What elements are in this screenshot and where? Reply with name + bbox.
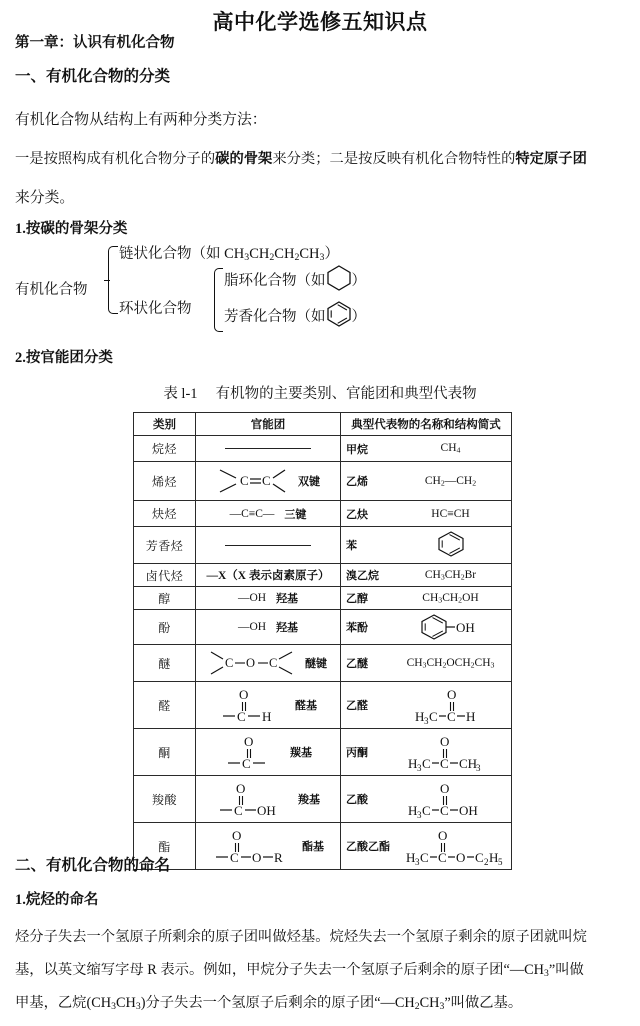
phenol-ring-icon: [421, 621, 481, 633]
body-line-2-a: 基，以英文缩写字母 R 表示。例如，甲烷分子失去一个氢原子后剩余的原子团“—CH: [15, 962, 544, 978]
tree-node-alicyclic-end: ）: [351, 273, 366, 289]
rep-name: 甲烷: [346, 443, 368, 456]
intro-line-1: 有机化合物从结构上有两种分类方法：: [15, 112, 267, 128]
rep-structure-phenol: [390, 613, 511, 641]
chapter-heading: 第一章：认识有机化合物: [15, 35, 175, 51]
table-row: [134, 729, 512, 776]
cell-representative: [341, 823, 512, 870]
single-bond-line-icon: [225, 545, 311, 546]
hydroxyl-formula: —OH: [237, 621, 267, 633]
cell-category: 醛: [134, 682, 196, 729]
triple-bond-structure-icon: —C≡C—: [229, 507, 275, 520]
cell-functional-group: [196, 462, 341, 501]
chain-sub-2: 2: [269, 252, 275, 264]
cell-representative: [341, 564, 512, 587]
svg-text:C: C: [269, 656, 278, 670]
svg-text:C: C: [475, 850, 484, 865]
intro-line-2-emph-2: 特定原子团: [515, 151, 587, 167]
fg-label: 三键: [284, 508, 307, 521]
intro-line-2-part-a: 一是按照构成有机化合物分子的: [15, 151, 216, 167]
svg-text:C: C: [421, 756, 431, 771]
benzene-ring-icon: [436, 530, 466, 560]
chain-end: ）: [324, 246, 339, 262]
table-header-row: [134, 413, 512, 436]
rep-structure-acetic-acid: [390, 779, 511, 819]
body-line-3-a: 甲基，乙烷(CH: [15, 995, 112, 1011]
chain-mid-3: CH: [299, 246, 320, 262]
intro-line-2: [15, 152, 630, 166]
svg-text:3: 3: [416, 810, 421, 819]
svg-text:3: 3: [475, 763, 480, 772]
svg-text:C: C: [428, 709, 438, 724]
svg-text:H: H: [407, 756, 417, 771]
body-line-3-sub-3: 2: [414, 1001, 420, 1013]
rep-structure-benzene: [390, 530, 511, 560]
table-row: [134, 564, 512, 587]
rep-structure-diethyl-ether: $CH_3CH_2OCH_2CH_3$: [406, 656, 495, 670]
rep-name: 乙醛: [346, 700, 368, 712]
cell-representative: [341, 501, 512, 527]
intro-line-2-part-c: 来分类；二是按反映有机化合物特性的: [272, 151, 516, 167]
cell-category: 酯: [134, 823, 196, 870]
ether-structure-icon: [209, 648, 295, 678]
cell-functional-group: [196, 527, 341, 564]
body-line-1: 烃分子失去一个氢原子所剩余的原子团叫做烃基。烷烃失去一个氢原子剩余的原子团就叫烷: [15, 929, 587, 945]
svg-text:O: O: [438, 828, 448, 843]
svg-text:O: O: [439, 734, 449, 749]
svg-text:C: C: [421, 803, 431, 818]
svg-text:OH: OH: [458, 803, 478, 818]
cell-functional-group: [196, 645, 341, 682]
fg-label: 羰基: [290, 747, 312, 759]
rep-structure-ethyne: HC≡CH: [431, 507, 470, 520]
tree-node-alicyclic-label: 脂环化合物（如: [224, 273, 326, 289]
svg-text:O: O: [252, 850, 262, 865]
svg-text:H: H: [262, 709, 272, 724]
rep-structure-acetaldehyde: [390, 685, 511, 725]
table-row: [134, 587, 512, 610]
cell-functional-group: [196, 501, 341, 527]
svg-text:H: H: [406, 850, 416, 865]
body-line-2-sub: 3: [543, 968, 549, 980]
cyclohexane-icon: [326, 264, 352, 292]
svg-text:H: H: [407, 803, 417, 818]
svg-text:C: C: [225, 656, 234, 670]
rep-structure-bromoethane: $CH_3CH_2Br$: [424, 568, 477, 582]
rep-name: 乙烯: [346, 476, 368, 488]
ketone-structure-icon: [224, 732, 280, 772]
cell-representative: [341, 682, 512, 729]
organic-compounds-table: [133, 412, 512, 870]
cell-category: 烯烃: [134, 462, 196, 501]
aldehyde-structure-icon: [219, 685, 285, 725]
chain-mid-1: CH: [249, 246, 270, 262]
svg-text:H: H: [414, 709, 424, 724]
rep-structure-ethene: $CH_2—CH_2$: [424, 474, 477, 488]
svg-text:C: C: [446, 709, 456, 724]
halogen-formula: —X（X 表示卤素原子）: [206, 570, 330, 582]
tree-node-aromatic-end: ）: [351, 309, 366, 325]
table-caption-number: 表 l-1: [163, 386, 198, 402]
fg-label: 双键: [298, 476, 320, 488]
svg-text:O: O: [232, 828, 242, 843]
body-line-3-i: ”叫做乙基。: [444, 995, 523, 1011]
cell-category: 酚: [134, 610, 196, 645]
carboxyl-structure-icon: [216, 779, 288, 819]
svg-text:O: O: [246, 656, 256, 670]
tree-node-chain: [119, 242, 339, 263]
fg-label: 羧基: [298, 794, 320, 806]
subheading-functional-group: 2.按官能团分类: [15, 350, 113, 366]
page-title: 高中化学选修五知识点: [212, 10, 428, 34]
rep-structure-ethanol: $CH_3CH_2OH$: [422, 591, 479, 605]
tree-brace-primary: [108, 246, 118, 314]
subheading-alkane-naming: 1.烷烃的命名: [15, 892, 99, 908]
section-heading-2: 二、有机化合物的命名: [15, 857, 171, 874]
svg-text:3: 3: [416, 763, 421, 772]
double-bond-structure-icon: [216, 465, 288, 497]
table-caption-text: 有机物的主要类别、官能团和典型代表物: [215, 386, 477, 402]
table-row: [134, 527, 512, 564]
tree-node-ring: 环状化合物: [119, 301, 192, 317]
table-row: [134, 610, 512, 645]
svg-text:O: O: [456, 850, 466, 865]
svg-text:C: C: [234, 803, 243, 818]
svg-text:R: R: [274, 850, 283, 865]
chain-sub-4: 3: [319, 252, 325, 264]
hydroxyl-formula: —OH: [237, 592, 267, 604]
classification-tree: [15, 242, 435, 342]
svg-text:3: 3: [415, 857, 420, 866]
rep-name: 乙醚: [346, 658, 368, 670]
tree-brace-secondary: [214, 268, 223, 332]
table-caption: [0, 382, 640, 403]
cell-category: 卤代烃: [134, 564, 196, 587]
cell-representative: [341, 645, 512, 682]
rep-structure-methane: $CH_4$: [440, 442, 461, 455]
cell-category: 醚: [134, 645, 196, 682]
table-body: [134, 436, 512, 870]
svg-text:5: 5: [498, 857, 503, 866]
body-line-3-g: CH: [419, 995, 440, 1011]
tree-root-label: 有机化合物: [15, 282, 88, 298]
svg-text:O: O: [439, 781, 449, 796]
body-line-2-c: ”叫做: [548, 962, 584, 978]
cell-functional-group: [196, 776, 341, 823]
svg-text:2: 2: [484, 857, 489, 866]
intro-line-2-emph-1: 碳的骨架: [215, 151, 273, 167]
svg-text:OH: OH: [257, 803, 276, 818]
rep-name: 溴乙烷: [346, 570, 379, 582]
cell-representative: [341, 776, 512, 823]
cell-representative: [341, 436, 512, 462]
rep-name: 苯: [346, 540, 357, 552]
svg-text:C: C: [420, 850, 429, 865]
chain-mid-2: CH: [274, 246, 295, 262]
svg-text:O: O: [236, 781, 246, 796]
header-category: 类别: [134, 413, 196, 436]
table-row: [134, 462, 512, 501]
header-functional-group: 官能团: [196, 413, 341, 436]
tree-node-aromatic: [224, 300, 366, 328]
body-line-2: [15, 963, 630, 979]
cell-representative: [341, 587, 512, 610]
svg-text:H: H: [465, 709, 475, 724]
svg-text:C: C: [237, 709, 246, 724]
cell-functional-group: [196, 610, 341, 645]
svg-text:C: C: [439, 803, 449, 818]
svg-text:O: O: [244, 734, 254, 749]
svg-text:O: O: [239, 687, 249, 702]
tree-node-chain-label: 链状化合物（如 CH: [119, 246, 245, 262]
rep-name: 丙酮: [346, 747, 368, 759]
body-line-3-sub-2: 3: [135, 1001, 141, 1013]
header-representative: 典型代表物的名称和结构简式: [341, 413, 512, 436]
fg-label: 羟基: [276, 593, 299, 605]
cell-category: 炔烃: [134, 501, 196, 527]
svg-text:C: C: [438, 850, 447, 865]
rep-structure-ethyl-acetate: [398, 826, 516, 866]
rep-name: 乙酸: [346, 794, 368, 806]
tree-node-aromatic-label: 芳香化合物（如: [224, 309, 326, 325]
cell-functional-group: [196, 587, 341, 610]
rep-structure-acetone: [390, 732, 511, 772]
table-row: [134, 682, 512, 729]
cell-category: 烷烃: [134, 436, 196, 462]
svg-text:CH: CH: [458, 756, 477, 771]
ester-structure-icon: [212, 826, 292, 866]
body-line-3: [15, 996, 630, 1012]
rep-name: 苯酚: [346, 622, 368, 634]
cell-category: 酮: [134, 729, 196, 776]
fg-label: 醚键: [305, 658, 327, 670]
benzene-icon: [326, 300, 352, 328]
body-line-3-c: CH: [115, 995, 136, 1011]
body-line-3-e: )分子失去一个氢原子后剩余的原子团“—CH: [140, 995, 415, 1011]
chain-sub-1: 3: [244, 252, 250, 264]
table-row: [134, 645, 512, 682]
tree-node-alicyclic: [224, 264, 366, 292]
body-line-3-sub-4: 3: [439, 1001, 445, 1013]
svg-text:3: 3: [423, 716, 428, 725]
svg-text:C: C: [439, 756, 449, 771]
subheading-carbon-skeleton: 1.按碳的骨架分类: [15, 221, 128, 237]
cell-category: 羧酸: [134, 776, 196, 823]
rep-name: 乙酸乙酯: [346, 841, 390, 853]
fg-label: 羟基: [276, 622, 299, 634]
section-heading-1: 一、有机化合物的分类: [15, 68, 171, 85]
cell-functional-group: [196, 823, 341, 870]
svg-text:C: C: [230, 850, 239, 865]
cell-representative: [341, 610, 512, 645]
cell-functional-group: [196, 729, 341, 776]
cell-category: 芳香烃: [134, 527, 196, 564]
body-line-3-sub-1: 3: [111, 1001, 116, 1013]
svg-text:C: C: [240, 473, 249, 488]
svg-text:OH: OH: [455, 620, 475, 635]
cell-functional-group: [196, 564, 341, 587]
table-row: [134, 776, 512, 823]
rep-name: 乙炔: [346, 508, 368, 521]
fg-label: 酯基: [302, 841, 324, 853]
svg-text:O: O: [446, 687, 456, 702]
single-bond-line-icon: [225, 448, 311, 449]
rep-name: 乙醇: [346, 593, 368, 605]
table-row: [134, 436, 512, 462]
svg-text:H: H: [489, 850, 499, 865]
chain-sub-3: 2: [294, 252, 300, 264]
intro-line-3: 来分类。: [15, 190, 75, 206]
svg-text:C: C: [242, 756, 251, 771]
cell-functional-group: [196, 436, 341, 462]
svg-text:C: C: [262, 473, 271, 488]
fg-label: 醛基: [295, 700, 317, 712]
table-row: [134, 823, 512, 870]
cell-representative: [341, 462, 512, 501]
table-row: [134, 501, 512, 527]
cell-functional-group: [196, 682, 341, 729]
cell-representative: [341, 527, 512, 564]
cell-representative: [341, 729, 512, 776]
cell-category: 醇: [134, 587, 196, 610]
